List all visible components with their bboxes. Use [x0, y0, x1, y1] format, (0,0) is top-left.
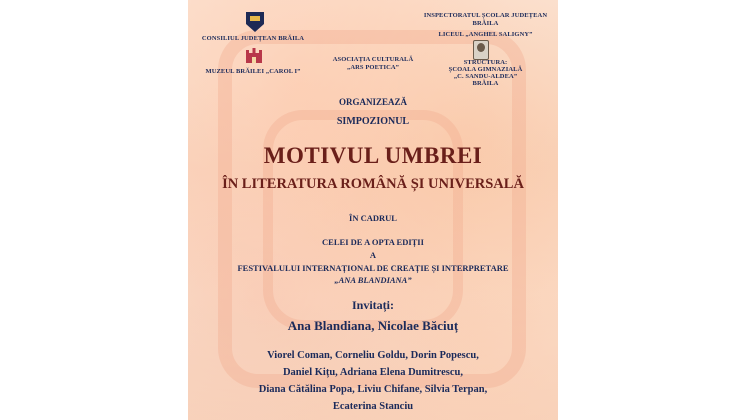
- right-org-line2: BRĂILA: [472, 20, 499, 27]
- guests-line4: Ecaterina Stanciu: [332, 401, 414, 412]
- left-org-2: MUZEUL BRĂILEI „CAROL I”: [205, 68, 301, 75]
- organizeaza-label: ORGANIZEAZĂ: [338, 97, 407, 107]
- in-cadrul-label: ÎN CADRUL: [349, 213, 397, 223]
- county-council-shield-icon: [246, 12, 264, 32]
- festival-line1: FESTIVALULUI INTERNAȚIONAL DE CREAȚIE ȘI INTERPRETARE: [237, 263, 509, 273]
- portrait-icon: [473, 40, 489, 60]
- center-org-line1: ASOCIAȚIA CULTURALĂ: [332, 56, 414, 63]
- right-org-line6: „C. SANDU-ALDEA”: [453, 73, 518, 80]
- main-guests: Ana Blandiana, Nicolae Băciuț: [287, 318, 459, 333]
- event-poster: [188, 0, 558, 420]
- right-org-line3: LICEUL „ANGHEL SALIGNY”: [438, 31, 533, 38]
- left-org-1: CONSILIUL JUDEȚEAN BRĂILA: [201, 35, 305, 42]
- right-org-line7: BRĂILA: [472, 80, 499, 87]
- right-org-line4: STRUCTURA:: [463, 59, 508, 66]
- invitati-label: Invitați:: [352, 298, 394, 312]
- simpozionul-label: SIMPOZIONUL: [336, 116, 410, 127]
- museum-castle-icon: [244, 47, 264, 63]
- a-label: A: [369, 250, 377, 260]
- center-org-line2: „ARS POETICA”: [346, 64, 400, 71]
- guests-line1: Viorel Coman, Corneliu Goldu, Dorin Popescu,: [267, 350, 479, 361]
- right-org-line5: ȘCOALA GIMNAZIALĂ: [448, 66, 523, 73]
- guests-line3: Diana Cătălina Popa, Liviu Chifane, Silvia Terpan,: [258, 384, 488, 395]
- festival-line2: „ANA BLANDIANA”: [334, 275, 412, 285]
- edition-label: CELEI DE A OPTA EDIȚII: [322, 237, 424, 247]
- event-title: MOTIVUL UMBREI: [263, 143, 483, 168]
- guests-line2: Daniel Kițu, Adriana Elena Dumitrescu,: [282, 367, 464, 378]
- event-subtitle: ÎN LITERATURA ROMÂNĂ ȘI UNIVERSALĂ: [222, 176, 524, 192]
- right-org-line1: INSPECTORATUL ȘCOLAR JUDEȚEAN: [423, 12, 548, 19]
